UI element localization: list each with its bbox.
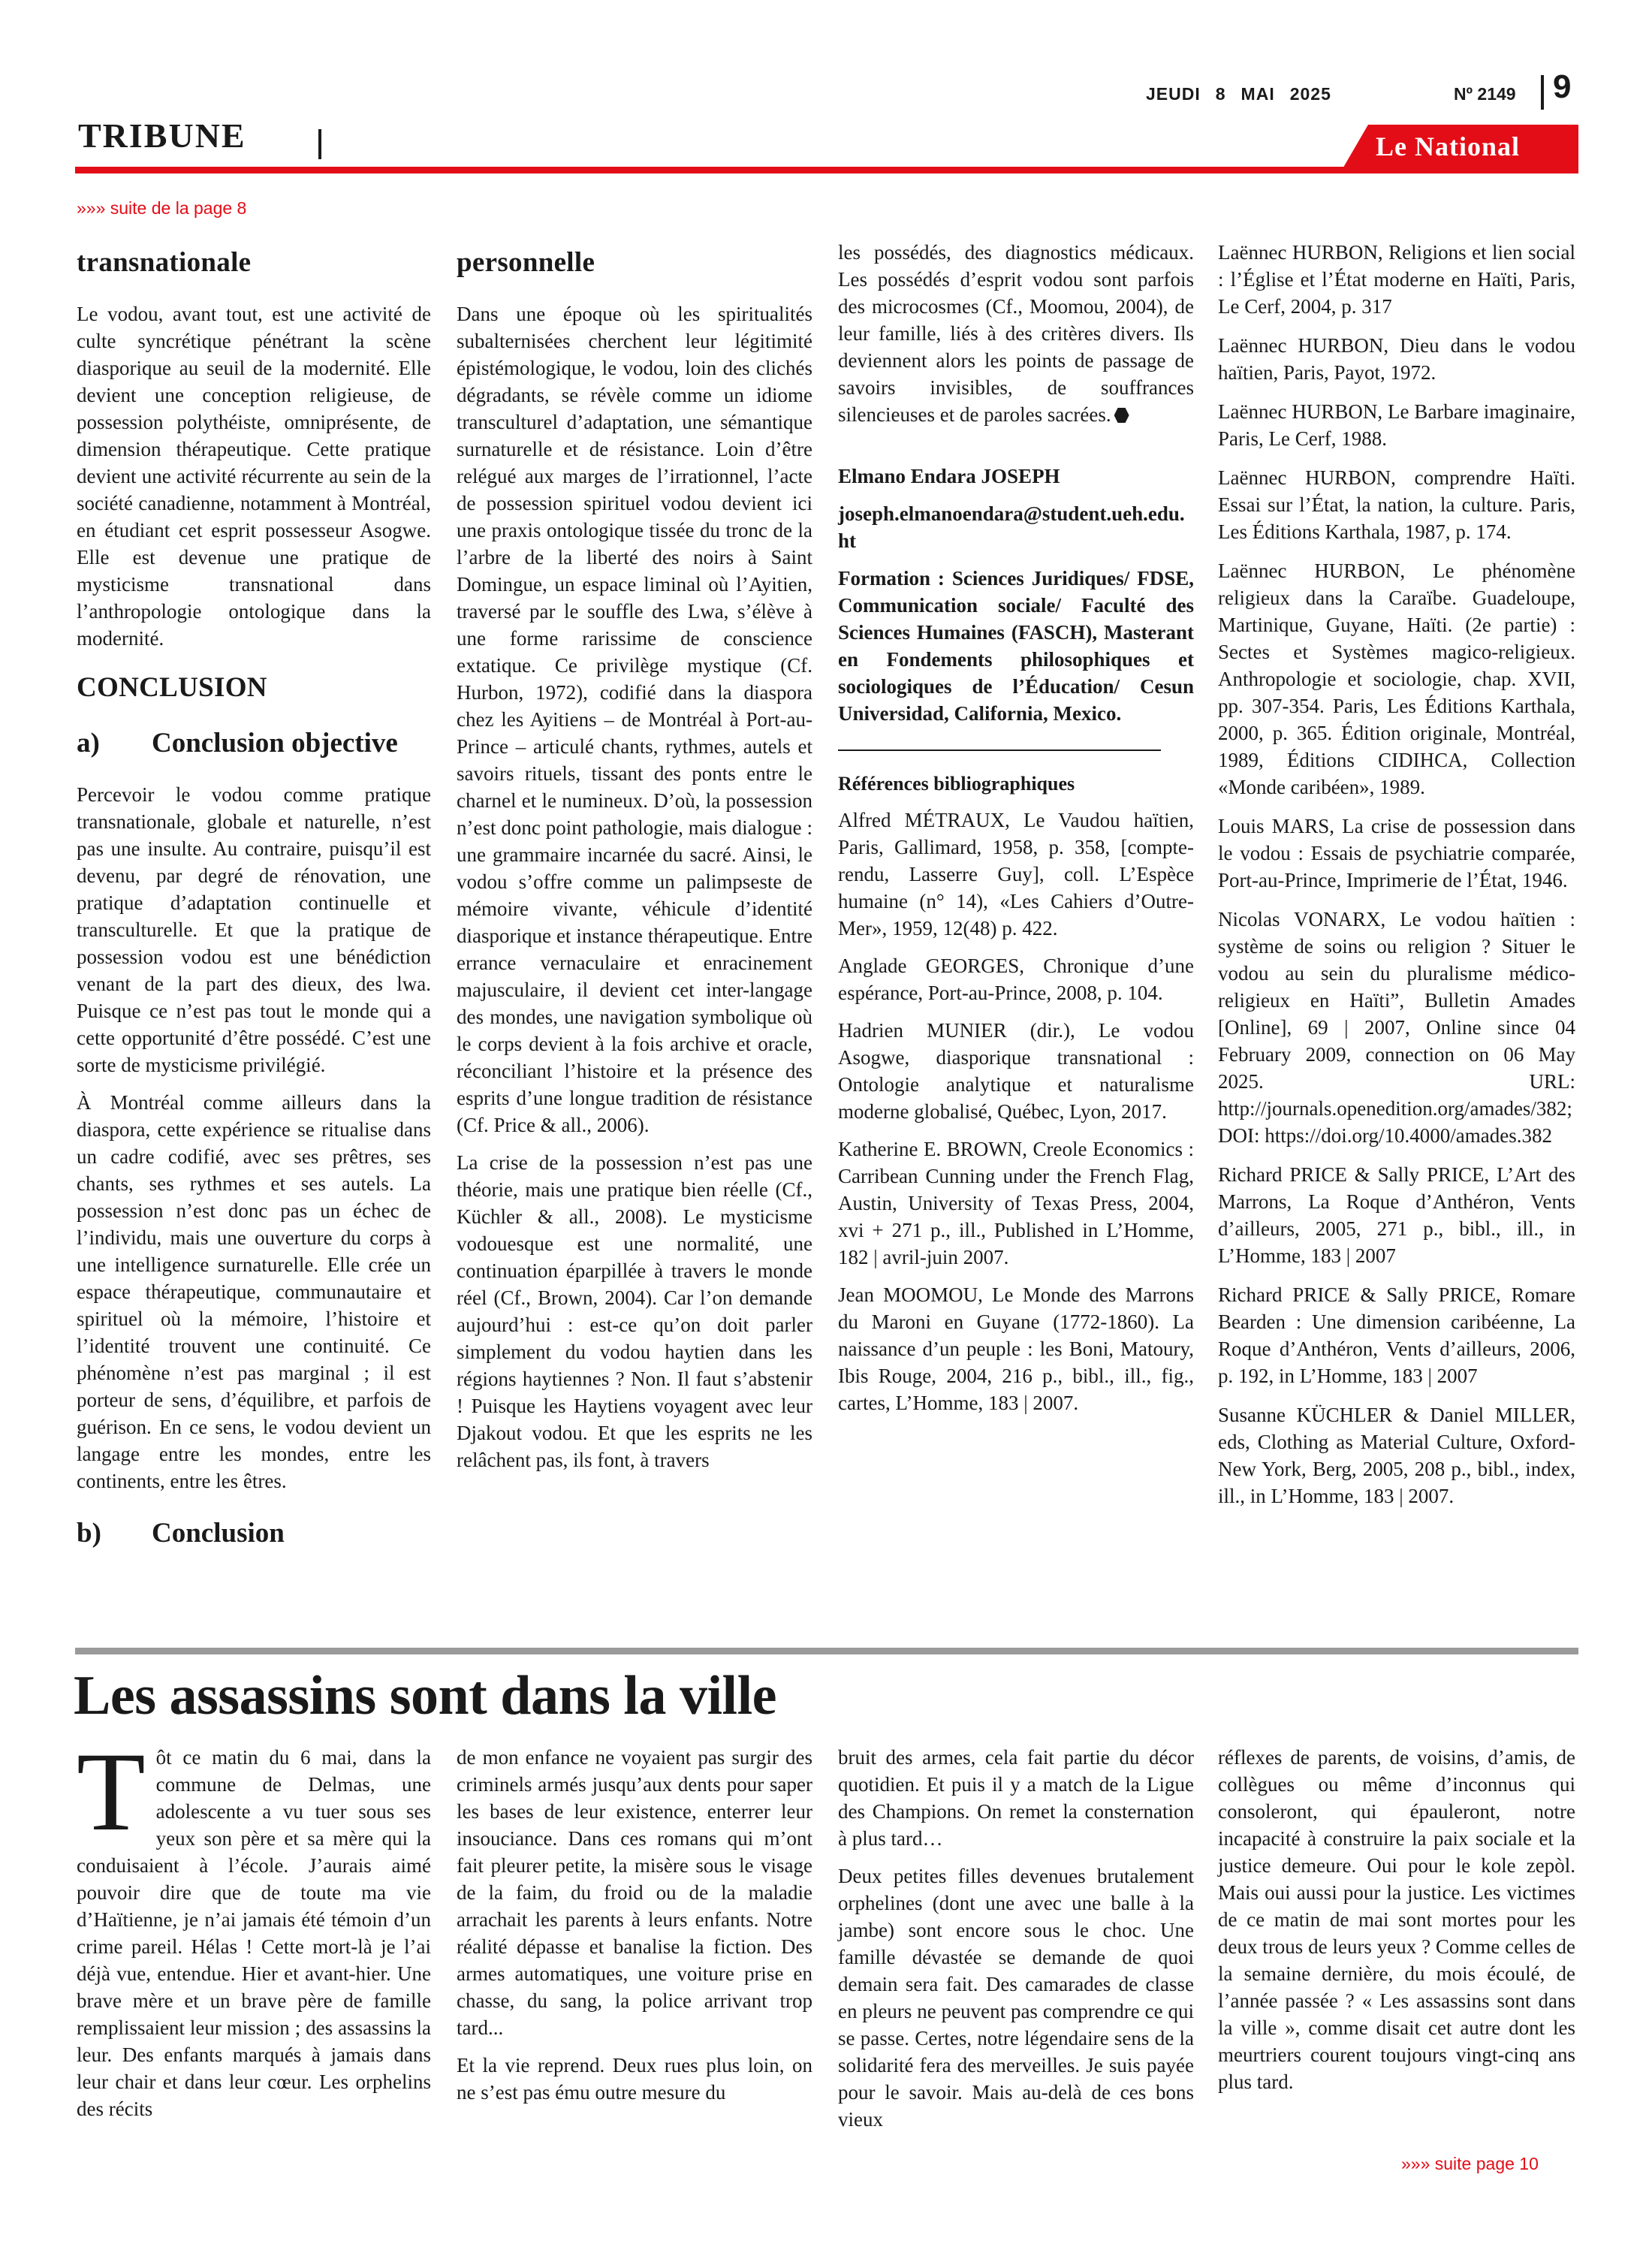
paragraph: À Montréal comme ailleurs dans la diaspora, cette expérience se ritualise dans un cadre codifié, avec ses prêtres, ses chants, ses rythmes et ses autels. La possession n’est donc pas un échec de l’individu, mais une ouverture du corps à une intelligence surnaturelle. Elle crée un espace thérapeutique, communautaire et spirituel où la mémoire, l’histoire et l’identité trouvent une continuité. Ce phénomène n’est pas marginal ; il est porteur de sens, d’équilibre, et parfois de guérison. En ce sens, le vodou devient un langage entre les mondes, entre les continents, entre les êtres. [77, 1091, 431, 1492]
article2-column-4 [1218, 1744, 1575, 2106]
reference-item: Jean MOOMOU, Le Monde des Marrons du Maroni en Guyane (1772-1860). La naissance d’un peuple : les Boni, Matoury, Ibis Rouge, 2004, 216 p., bibl., ill., fig., cartes, L’Homme, 183 | 2007. [838, 1283, 1194, 1414]
reference-item: Hadrien MUNIER (dir.), Le vodou Asogwe, diasporique transnational : Ontologie analytique et naturalisme moderne globalisé, Québec, Lyon, 2017. [838, 1019, 1194, 1123]
reference-item: Laënnec HURBON, comprendre Haïti. Essai sur l’État, la nation, la culture. Paris, Les Éditions Karthala, 1987, p. 174. [1218, 466, 1575, 543]
reference-item: Anglade GEORGES, Chronique d’une espérance, Port-au-Prince, 2008, p. 104. [838, 955, 1194, 1004]
article2-column-3 [838, 1744, 1194, 2143]
paragraph [838, 239, 1194, 428]
end-mark-icon [1114, 408, 1129, 423]
article1-column-3 [838, 239, 1194, 1427]
drop-cap: T [77, 1730, 146, 1854]
header-divider [1541, 75, 1544, 110]
reference-item: Louis MARS, La crise de possession dans le vodou : Essais de psychiatrie comparée, Port-au-Prince, Imprimerie de l’État, 1946. [1218, 815, 1575, 891]
reference-item: Katherine E. BROWN, Creole Economics : Carribean Cunning under the French Flag, Austin, University of Texas Press, 2004, xvi + 271 p., ill., Published in L’Homme, 182 | avril-juin 2007. [838, 1138, 1194, 1268]
author-bio: Formation : Sciences Juridiques/ FDSE, Communication sociale/ Faculté des Sciences Humaines (FASCH), Masterant en Fondements philosophiques et sociologiques de l’Éducation/ Cesun Universidad, California, Mexico. [838, 567, 1194, 725]
paragraph [77, 1730, 431, 2122]
page-number: 9 [1553, 68, 1572, 105]
continued-from-link[interactable]: »»» suite de la page 8 [77, 198, 247, 218]
paragraph: Et la vie reprend. Deux rues plus loin, on ne s’est pas ému outre mesure du [457, 2054, 812, 2104]
reference-item: Susanne KÜCHLER & Daniel MILLER, eds, Clothing as Material Culture, Oxford-New York, Berg, 2005, 208 p., bibl., index, ill., in L’Homme, 183 | 2007. [1218, 1404, 1575, 1507]
paragraph: réflexes de parents, de voisins, d’amis, de collègues ou même d’inconnus qui consoleront, qui épauleront, notre incapacité à construire la paix sociale et la justice demeure. Oui pour le kole zepòl. Mais oui aussi pour la justice. Les victimes de ce matin de mai sont mortes pour les deux trous de leurs yeux ? Comme celles de la semaine dernière, du mois écoulé, de l’année passée ? « Les assassins sont dans la ville », comme disait cet autre dont les meurtriers courent toujours vingt-cinq ans plus tard. [1218, 1746, 1575, 2093]
author-email[interactable]: joseph.elmanoendara@student.ueh.edu.ht [838, 502, 1185, 552]
signature-divider [838, 749, 1161, 751]
subheading-ordinal: a) [77, 728, 100, 759]
subheading-a [77, 727, 431, 760]
date-day: JEUDI [1146, 84, 1201, 104]
article1-column-2 [457, 245, 812, 1484]
article1-column-1 [77, 245, 431, 1571]
subheading-text: Conclusion objective [152, 728, 398, 759]
author-name: Elmano Endara JOSEPH [838, 465, 1060, 487]
conclusion-heading: CONCLUSION [77, 672, 267, 703]
section-divider [318, 129, 321, 159]
continued-to-link[interactable]: »»» suite page 10 [1401, 2154, 1539, 2173]
subheading-ordinal: b) [77, 1518, 101, 1549]
reference-item: Laënnec HURBON, Dieu dans le vodou haïtien, Paris, Payot, 1972. [1218, 334, 1575, 384]
date-year: 2025 [1289, 84, 1331, 104]
paragraph-text: les possédés, des diagnostics médicaux. Les possédés d’esprit vodou sont parfois des microcosmes (Cf., Moomou, 2004), de leur famille, liés à des critères divers. Ils deviennent alors les points de passage de savoirs invisibles, de souffrances silencieuses et de paroles sacrées. [838, 241, 1194, 426]
subheading-b [77, 1517, 431, 1550]
article2-column-1 [77, 1730, 431, 2133]
reference-item: Laënnec HURBON, Le phénomène religieux dans la Caraïbe. Guadeloupe, Martinique, Guyane, Haïti. (2e partie) : Sectes et Systèmes magico-religieux. Anthropologie et sociologie, chap. XVII, pp. 307-354. Paris, Les Éditions Karthala, 2000, p. 365. Édition originale, Montréal, 1989, Éditions CIDIHCA, Collection «Monde caribéen», 1989. [1218, 559, 1575, 798]
reference-item: Richard PRICE & Sally PRICE, Romare Bearden : Une dimension caribéenne, La Roque d’Anthéron, Vents d’ailleurs, 2006, p. 192, in L’Homme, 183 | 2007 [1218, 1283, 1575, 1387]
paragraph: Dans une époque où les spiritualités subalternisées cherchent leur légitimité épistémologique, le vodou, loin des clichés dégradants, se révèle comme un idiome transculturel d’adaptation, une sémantique surnaturelle et de résistance. Loin d’être relégué aux marges de l’irrationnel, l’acte de possession spirituel vodou devient ici une praxis ontologique tissée du tronc de la l’arbre de la liberté des noirs à Saint Domingue, un espace liminal où l’Ayitien, traversé par le souffle des Lwa, s’élève à une forme rarissime de conscience extatique. Ce privilège mystique (Cf. Hurbon, 1972), codifié dans la diaspora chez les Ayitiens – de Montréal à Port-au-Prince – articulé chants, rythmes, autels et savoirs rituels, tissant des ponts entre le charnel et le numineux. D’où, la possession n’est donc point pathologie, mais dialogue : une grammaire incarnée du sacré. Ainsi, le vodou s’offre comme un palimpseste de mémoire vivante, véhicule d’identité diasporique et instance thérapeutique. Entre errance vernaculaire et enracinement majusculaire, il devient cet inter-langage des mondes, une navigation symbolique où le corps devient à la fois archive et oracle, réconciliant l’histoire et la présence des esprits d’une longue tradition de résistance (Cf. Price & all., 2006). [457, 303, 812, 1136]
column-heading: personnelle [457, 247, 595, 278]
article2-column-2 [457, 1744, 812, 2116]
issue-date [1146, 84, 1346, 104]
paragraph: de mon enfance ne voyaient pas surgir des criminels armés jusqu’aux dents pour saper les bases de leur existence, enterrer leur insouciance. Dans ces romans qui m’ont fait pleurer petite, la misère sous le visage de la faim, du froid ou de la maladie arrachait les parents à leurs enfants. Notre réalité dépasse et banalise la fiction. Des armes automatiques, une voiture prise en chasse, du sang, la police arrivant trop tard... [457, 1746, 812, 2039]
subheading-text: Conclusion [152, 1518, 285, 1549]
paragraph: Le vodou, avant tout, est une activité de culte syncrétique pénétrant la scène diasporique au seuil de la modernité. Elle devient une conception religieuse, de possession polythéiste, omniprésente, de dimension thérapeutique. Cette pratique devient une activité récurrente au sein de la société canadienne, notamment à Montréal, en étudiant cet esprit possesseur Asogwe. Elle est devenue une pratique de mysticisme transnational dans l’anthropologie ontologique dans la modernité. [77, 303, 431, 650]
paragraph: Percevoir le vodou comme pratique transnationale, globale et naturelle, n’est pas une insulte. Au contraire, puisqu’il est devenu, par degré de rénovation, une pratique d’adaptation continuelle et transculturelle. Et que la pratique de possession vodou est une bénédiction venant de la part des dieux, des lwa. Puisque ce n’est pas tout le monde qui a cette opportunité d’être possédé. C’est une sorte de mysticisme privilégié. [77, 783, 431, 1076]
article2-title: Les assassins sont dans la ville [74, 1665, 776, 1727]
section-title: TRIBUNE [78, 116, 246, 155]
issue-number: Nº 2149 [1454, 84, 1516, 104]
date-month: MAI [1241, 84, 1275, 104]
reference-item: Nicolas VONARX, Le vodou haïtien : système de soins ou religion ? Situer le vodou au sein du pluralisme médico-religieux en Haïti”, Bulletin Amades [Online], 69 | 2007, Online since 04 February 2009, connection on 06 May 2025. URL: http://journals.openedition.org/amades/382; DOI: https://doi.org/10.4000/amades.382 [1218, 908, 1575, 1147]
reference-item: Alfred MÉTRAUX, Le Vaudou haïtien, Paris, Gallimard, 1958, p. 358, [compte-rendu, Lasserre Guy], coll. L’Espèce humaine (n° 14), «Les Cahiers d’Outre-Mer», 1959, 12(48) p. 422. [838, 809, 1194, 940]
newspaper-name: Le National [1376, 131, 1521, 161]
reference-item: Richard PRICE & Sally PRICE, L’Art des Marrons, La Roque d’Anthéron, Vents d’ailleurs, 2005, 271 p., bibl., ill., in L’Homme, 183 | 2007 [1218, 1163, 1575, 1267]
date-number: 8 [1215, 84, 1226, 104]
references-heading: Références bibliographiques [838, 773, 1075, 795]
paragraph: bruit des armes, cela fait partie du décor quotidien. Et puis il y a match de la Ligue des Champions. On remet la consternation à plus tard… [838, 1746, 1194, 1850]
article1-column-4 [1218, 239, 1575, 1522]
column-heading: transnationale [77, 247, 252, 278]
article-divider [75, 1648, 1578, 1654]
paragraph: Deux petites filles devenues brutalement orphelines (dont une avec une balle à la jambe) sont encore sous le choc. Une famille dévastée se demande de quoi demain sera fait. Des camarades de classe en pleurs ne peuvent pas comprendre ce qui se passe. Certes, notre légendaire sens de la solidarité fera des merveilles. Je suis payée pour le savoir. Mais au-delà de ces bons vieux [838, 1865, 1194, 2131]
reference-item: Laënnec HURBON, Le Barbare imaginaire, Paris, Le Cerf, 1988. [1218, 400, 1575, 450]
reference-item: Laënnec HURBON, Religions et lien social : l’Église et l’État moderne en Haïti, Paris, Le Cerf, 2004, p. 317 [1218, 241, 1575, 318]
paragraph-text: ôt ce matin du 6 mai, dans la commune de Delmas, une adolescente a vu tuer sous ses yeux son père et sa mère qui la conduisaient à l’école. J’aurais aimé pouvoir dire que de toute ma vie d’Haïtienne, je n’ai jamais été témoin d’un crime pareil. Hélas ! Cette mort-là je l’ai déjà vue, entendue. Hier et avant-hier. Une brave mère et un brave père de famille remplissaient leur mission ; des assassins la leur. Des enfants marqués à jamais dans leur chair et dans leur cœur. Les orphelins des récits [77, 1746, 431, 2120]
paragraph: La crise de la possession n’est pas une théorie, mais une pratique bien réelle (Cf., Küchler & all., 2008). Le mysticisme vodouesque est une normalité, une continuation éparpillée à travers le monde réel (Cf., Brown, 2004). Car l’on demande aujourd’hui : est-ce qu’on doit parler simplement du vodou haytien dans les régions haytiennes ? Non. Il faut s’abstenir ! Puisque les Haytiens voyagent avec leur Djakout vodou. Et que les esprits ne les relâchent pas, ils font, à travers [457, 1151, 812, 1471]
